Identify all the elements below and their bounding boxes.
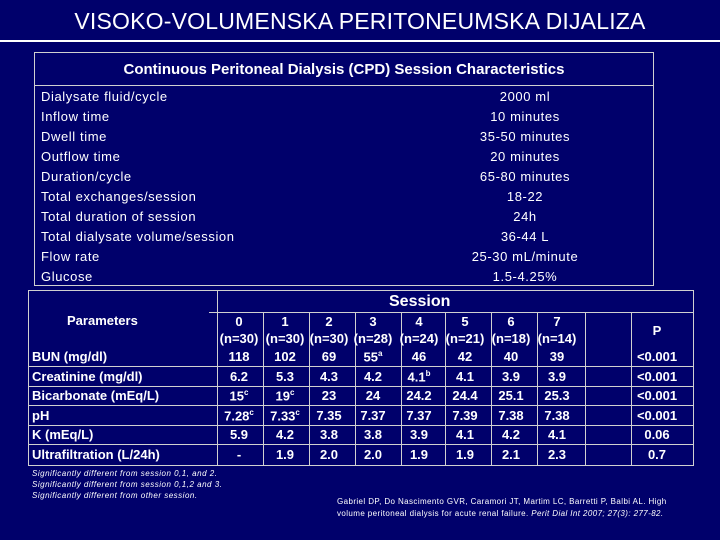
cell-value: - [236, 447, 242, 462]
table-cell [349, 388, 397, 403]
table-cell [395, 408, 443, 423]
session-column-header [305, 313, 353, 347]
cpd-row [35, 267, 653, 287]
table-cell [533, 447, 581, 462]
cpd-row-label: Inflow time [41, 109, 110, 124]
table-cell [261, 408, 309, 423]
cpd-heading-divider [35, 85, 653, 86]
cell-value: 42 [457, 349, 473, 364]
p-value-cell: <0.001 [636, 368, 678, 384]
cell-value: 2.0 [319, 447, 339, 462]
table-cell [487, 388, 535, 403]
cpd-characteristics-panel [34, 52, 654, 286]
table-cell [487, 408, 535, 423]
session-number: 5 [461, 314, 469, 329]
footnote-c: Significantly different from other session. [32, 491, 198, 500]
table-cell [441, 369, 489, 384]
cell-value: 3.8 [319, 427, 339, 443]
cell-value: 7.37 [360, 407, 386, 423]
cpd-row-label: Glucose [41, 269, 93, 284]
table-cell [349, 427, 397, 442]
cell-value: 7.38 [498, 407, 524, 423]
table-cell [305, 369, 353, 384]
table-cell [349, 447, 397, 462]
cell-value: 3.8 [363, 427, 383, 443]
cell-value: 7.37 [406, 407, 432, 423]
cpd-row-value: 2000 ml [499, 89, 551, 104]
cpd-row-value: 10 minutes [490, 109, 560, 124]
table-cell [215, 408, 263, 423]
significance-marker: b [425, 368, 431, 378]
cell-value: 7.39 [452, 407, 478, 423]
session-table-panel [28, 290, 694, 466]
table-cell [215, 349, 263, 364]
cpd-row-label: Total exchanges/session [41, 189, 197, 204]
table-cell [533, 408, 581, 423]
cell-value: 25.3 [544, 388, 570, 404]
citation-line-2 [337, 508, 697, 520]
session-n: (n=24) [399, 331, 439, 346]
cell-value: 19 [275, 388, 290, 404]
table-cell [261, 349, 309, 364]
session-number: 2 [325, 314, 333, 329]
p-value-cell: <0.001 [636, 388, 678, 404]
session-n: (n=14) [537, 331, 577, 346]
p-value-cell: 0.7 [647, 447, 667, 462]
cell-value: 7.28 [224, 408, 250, 424]
table-row [29, 445, 693, 465]
citation [337, 496, 697, 520]
table-cell [441, 408, 489, 423]
table-cell [395, 388, 443, 403]
cell-value: 23 [321, 388, 337, 404]
table-cell [533, 388, 581, 403]
parameter-label: pH [32, 407, 50, 423]
session-column-header [395, 313, 443, 347]
cpd-row-value: 65-80 minutes [479, 169, 571, 184]
session-heading: Session [389, 293, 451, 310]
table-cell [215, 427, 263, 442]
table-cell [395, 369, 443, 384]
cell-value: 40 [503, 349, 519, 364]
session-column-header [441, 313, 489, 347]
cell-value: 1.9 [409, 447, 429, 462]
cell-value: 46 [411, 349, 427, 364]
cell-value: 5.3 [275, 368, 295, 384]
table-cell [441, 388, 489, 403]
cell-value: 6.2 [229, 368, 249, 384]
table-cell [533, 427, 581, 442]
table-cell [261, 447, 309, 462]
parameter-label: Bicarbonate (mEq/L) [32, 388, 160, 404]
cpd-row [35, 167, 653, 187]
session-column-header [487, 313, 535, 347]
cpd-heading: Continuous Peritoneal Dialysis (CPD) Session Characteristics [123, 61, 565, 78]
citation-title: volume peritoneal dialysis for acute renal failure. [337, 509, 529, 518]
table-cell [305, 349, 353, 364]
cell-value: 118 [228, 349, 250, 364]
table-cell [349, 349, 397, 364]
table-cell [349, 369, 397, 384]
cpd-row-value: 20 minutes [490, 149, 560, 164]
table-cell [395, 447, 443, 462]
session-column-header [215, 313, 263, 347]
cell-value: 69 [321, 349, 337, 364]
cpd-row [35, 247, 653, 267]
p-value-cell: <0.001 [636, 349, 678, 364]
cell-value: 39 [549, 349, 565, 364]
table-cell [261, 388, 309, 403]
session-column-header [261, 313, 309, 347]
session-n: (n=28) [353, 331, 393, 346]
session-number: 3 [369, 314, 377, 329]
cpd-row-label: Flow rate [41, 249, 100, 264]
session-number: 6 [507, 314, 515, 329]
table-row [29, 386, 693, 406]
table-cell [305, 388, 353, 403]
p-value-cell: 0.06 [644, 427, 670, 443]
session-column-header [349, 313, 397, 347]
table-row [29, 406, 693, 426]
title-divider [0, 40, 720, 42]
cell-value: 2.1 [501, 447, 521, 462]
cpd-row [35, 107, 653, 127]
table-cell [215, 447, 263, 462]
table-cell [533, 349, 581, 364]
session-number: 0 [235, 314, 243, 329]
cell-value: 55 [363, 349, 378, 365]
table-cell [533, 369, 581, 384]
cpd-row [35, 227, 653, 247]
cell-value: 4.1 [455, 368, 475, 384]
p-value-cell: <0.001 [636, 407, 678, 423]
table-cell [261, 369, 309, 384]
significance-marker: c [244, 388, 249, 398]
table-row [29, 367, 693, 387]
table-cell [441, 349, 489, 364]
significance-marker: c [295, 407, 300, 417]
cell-value: 5.9 [229, 427, 249, 443]
cpd-row-value: 1.5-4.25% [492, 269, 558, 284]
parameter-label: K (mEq/L) [32, 427, 94, 443]
cpd-row-value: 24h [513, 209, 537, 224]
cell-value: 102 [274, 349, 296, 364]
cell-value: 2.0 [363, 447, 383, 462]
table-cell [441, 447, 489, 462]
significance-marker: c [249, 407, 254, 417]
citation-line-1: Gabriel DP, Do Nascimento GVR, Caramori JT, Martim LC, Barretti P, Balbi AL. High [337, 497, 667, 506]
table-cell [487, 427, 535, 442]
session-n: (n=18) [491, 331, 531, 346]
table-row [29, 425, 693, 445]
significance-marker: a [378, 349, 383, 358]
footnote-b: Significantly different from session 0,1,2 and 3. [32, 480, 223, 489]
parameter-label: Ultrafiltration (L/24h) [32, 447, 160, 462]
session-column-header [533, 313, 581, 347]
table-cell [305, 408, 353, 423]
citation-journal: Perit Dial Int 2007; 27(3): 277-82. [531, 509, 664, 518]
table-cell [487, 349, 535, 364]
table-cell [305, 447, 353, 462]
cell-value: 7.33 [270, 408, 296, 424]
significance-marker: c [290, 388, 295, 398]
cpd-row-value: 25-30 mL/minute [471, 249, 579, 264]
cell-value: 24.2 [406, 388, 432, 404]
cpd-row-label: Total duration of session [41, 209, 197, 224]
session-number: 4 [415, 314, 423, 329]
cpd-row-label: Dialysate fluid/cycle [41, 89, 168, 104]
session-n: (n=30) [309, 331, 349, 346]
cell-value: 4.2 [501, 427, 521, 443]
footnote-a: Significantly different from session 0,1, and 2. [32, 469, 218, 478]
cell-value: 4.1 [407, 368, 426, 384]
cell-value: 4.3 [319, 368, 339, 384]
parameter-label: Creatinine (mg/dl) [32, 368, 143, 384]
cpd-row [35, 87, 653, 107]
cell-value: 4.2 [275, 427, 295, 443]
cpd-row-label: Total dialysate volume/session [41, 229, 235, 244]
parameters-header: Parameters [67, 313, 138, 328]
cell-value: 2.3 [547, 447, 567, 462]
cell-value: 7.35 [316, 407, 342, 423]
cpd-row-label: Outflow time [41, 149, 121, 164]
cpd-row [35, 147, 653, 167]
cell-value: 7.38 [544, 407, 570, 423]
cpd-row [35, 127, 653, 147]
cell-value: 24.4 [452, 388, 478, 404]
slide-title: VISOKO-VOLUMENSKA PERITONEUMSKA DIJALIZA [74, 8, 646, 34]
table-cell [487, 369, 535, 384]
table-cell [215, 369, 263, 384]
cpd-row [35, 187, 653, 207]
footnotes [32, 468, 222, 501]
table-cell [349, 408, 397, 423]
cell-value: 3.9 [501, 368, 521, 384]
cell-value: 4.2 [363, 368, 383, 384]
cpd-row-value: 36-44 L [500, 229, 550, 244]
table-cell [261, 427, 309, 442]
cpd-row-label: Duration/cycle [41, 169, 132, 184]
table-cell [305, 427, 353, 442]
session-number: 1 [281, 314, 289, 329]
table-cell [487, 447, 535, 462]
cpd-row-value: 18-22 [506, 189, 544, 204]
cpd-row-value: 35-50 minutes [479, 129, 571, 144]
cpd-row [35, 207, 653, 227]
session-number: 7 [553, 314, 561, 329]
table-cell [441, 427, 489, 442]
cell-value: 3.9 [547, 368, 567, 384]
cell-value: 25.1 [498, 388, 524, 404]
cell-value: 3.9 [409, 427, 429, 443]
cell-value: 4.1 [547, 427, 567, 443]
cell-value: 15 [229, 388, 244, 404]
cell-value: 1.9 [455, 447, 475, 462]
p-value-header: P [652, 323, 662, 338]
cell-value: 1.9 [275, 447, 295, 462]
session-n: (n=30) [219, 331, 259, 346]
table-row [29, 347, 693, 367]
session-n: (n=30) [265, 331, 305, 346]
cpd-row-label: Dwell time [41, 129, 107, 144]
cell-value: 4.1 [455, 427, 475, 443]
parameter-label: BUN (mg/dl) [32, 349, 108, 364]
cell-value: 24 [365, 388, 381, 404]
table-cell [215, 388, 263, 403]
session-n: (n=21) [445, 331, 485, 346]
table-cell [395, 427, 443, 442]
table-cell [395, 349, 443, 364]
